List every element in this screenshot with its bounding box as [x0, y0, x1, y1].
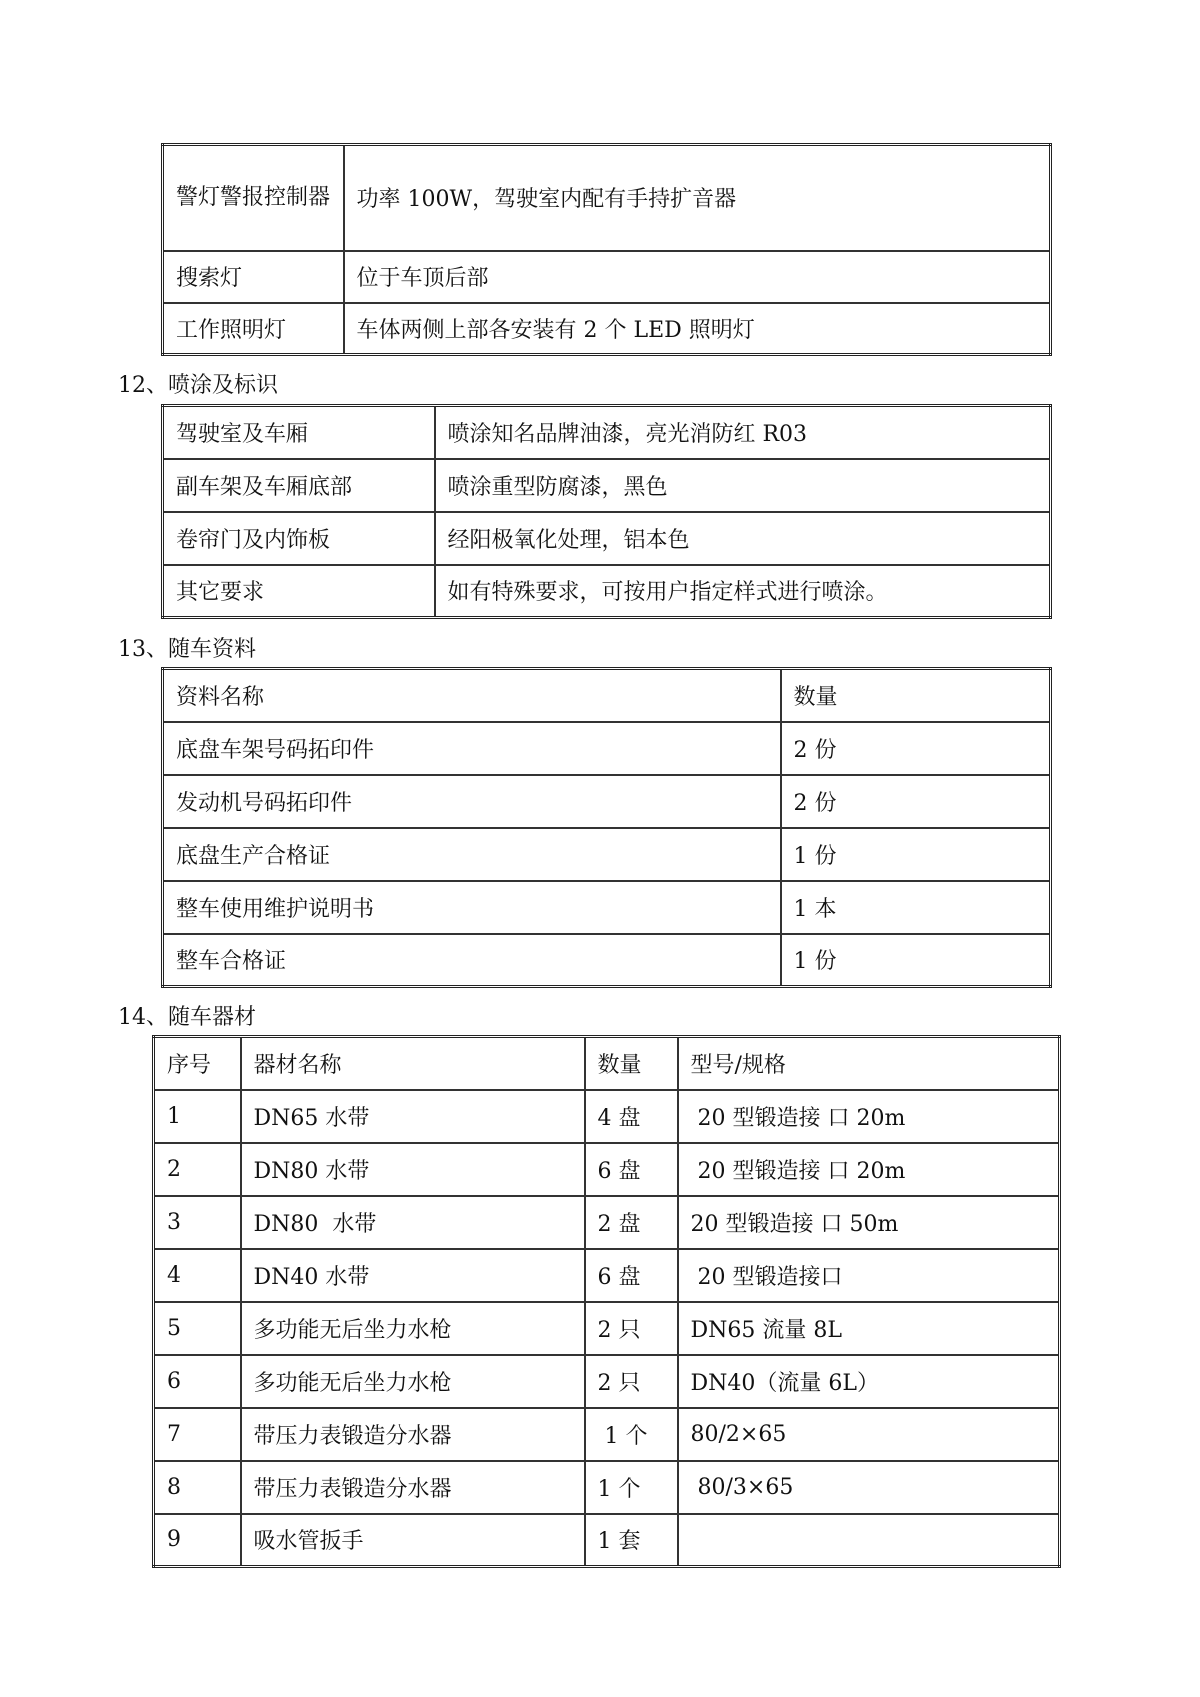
item-desc-cell: 喷涂重型防腐漆，黑色	[435, 459, 1051, 512]
equip-no-cell: 7	[154, 1408, 241, 1461]
table-header-row	[154, 1037, 1060, 1090]
section-heading: 14、随车器材	[118, 1005, 256, 1030]
table-row	[154, 1514, 1060, 1567]
item-desc-cell: 经阳极氧化处理，铝本色	[435, 512, 1051, 565]
table-row	[154, 1302, 1060, 1355]
equipment-table	[152, 1035, 1061, 1568]
equip-name-cell: DN80 水带	[241, 1143, 585, 1196]
documents-table	[161, 667, 1052, 988]
header-cell-qty: 数量	[781, 669, 1051, 722]
equip-qty-cell: 2 只	[585, 1355, 678, 1408]
equip-no-cell: 3	[154, 1196, 241, 1249]
equip-name-cell: 带压力表锻造分水器	[241, 1461, 585, 1514]
table-row	[154, 1090, 1060, 1143]
table-row	[163, 512, 1051, 565]
header-cell-name: 资料名称	[163, 669, 781, 722]
equip-qty-cell: 4 盘	[585, 1090, 678, 1143]
equip-qty-cell: 1 个	[585, 1461, 678, 1514]
equip-spec-cell: 20 型锻造接口	[678, 1249, 1060, 1302]
table-row	[163, 565, 1051, 618]
item-name-cell: 驾驶室及车厢	[163, 406, 435, 459]
table-row	[154, 1408, 1060, 1461]
equip-no-cell: 9	[154, 1514, 241, 1567]
equip-no-cell: 4	[154, 1249, 241, 1302]
table-row	[163, 881, 1051, 934]
header-cell-spec: 型号/规格	[678, 1037, 1060, 1090]
table-header-row	[163, 669, 1051, 722]
equip-spec-cell: 80/2×65	[678, 1408, 1060, 1461]
doc-qty-cell: 1 本	[781, 881, 1051, 934]
equip-qty-cell: 6 盘	[585, 1143, 678, 1196]
table-row	[163, 459, 1051, 512]
table-row	[163, 145, 1051, 251]
lighting-table	[161, 143, 1052, 356]
table-row	[163, 251, 1051, 303]
item-desc-cell: 车体两侧上部各安装有 2 个 LED 照明灯	[344, 303, 1051, 355]
table-row	[154, 1461, 1060, 1514]
equip-spec-cell: 20 型锻造接 口 20m	[678, 1143, 1060, 1196]
doc-qty-cell: 1 份	[781, 934, 1051, 987]
item-name-cell: 副车架及车厢底部	[163, 459, 435, 512]
header-cell-qty: 数量	[585, 1037, 678, 1090]
equip-no-cell: 5	[154, 1302, 241, 1355]
table-row	[154, 1196, 1060, 1249]
table-row	[163, 722, 1051, 775]
equip-no-cell: 8	[154, 1461, 241, 1514]
equip-name-cell: DN80 水带	[241, 1196, 585, 1249]
item-name-cell: 搜索灯	[163, 251, 344, 303]
item-desc-cell: 功率 100W，驾驶室内配有手持扩音器	[344, 145, 1051, 251]
item-name-cell: 警灯警报控制器	[163, 145, 344, 251]
section-heading: 13、随车资料	[118, 637, 256, 662]
table-row	[163, 934, 1051, 987]
item-desc-cell: 如有特殊要求，可按用户指定样式进行喷涂。	[435, 565, 1051, 618]
equip-spec-cell: DN65 流量 8L	[678, 1302, 1060, 1355]
equip-spec-cell: DN40（流量 6L）	[678, 1355, 1060, 1408]
table-row	[154, 1355, 1060, 1408]
equip-name-cell: 吸水管扳手	[241, 1514, 585, 1567]
doc-name-cell: 发动机号码拓印件	[163, 775, 781, 828]
painting-table	[161, 404, 1052, 619]
equip-name-cell: 多功能无后坐力水枪	[241, 1302, 585, 1355]
equip-name-cell: 多功能无后坐力水枪	[241, 1355, 585, 1408]
equip-qty-cell: 2 只	[585, 1302, 678, 1355]
item-desc-cell: 喷涂知名品牌油漆，亮光消防红 R03	[435, 406, 1051, 459]
equip-qty-cell: 1 个	[585, 1408, 678, 1461]
item-desc-cell: 位于车顶后部	[344, 251, 1051, 303]
equip-qty-cell: 6 盘	[585, 1249, 678, 1302]
doc-name-cell: 底盘生产合格证	[163, 828, 781, 881]
item-name-cell: 其它要求	[163, 565, 435, 618]
table-row	[163, 406, 1051, 459]
equip-spec-cell	[678, 1514, 1060, 1567]
equip-qty-cell: 2 盘	[585, 1196, 678, 1249]
doc-name-cell: 整车使用维护说明书	[163, 881, 781, 934]
equip-spec-cell: 80/3×65	[678, 1461, 1060, 1514]
equip-no-cell: 1	[154, 1090, 241, 1143]
header-cell-no: 序号	[154, 1037, 241, 1090]
section-heading: 12、喷涂及标识	[118, 373, 278, 398]
equip-spec-cell: 20 型锻造接 口 20m	[678, 1090, 1060, 1143]
table-row	[154, 1143, 1060, 1196]
equip-name-cell: DN40 水带	[241, 1249, 585, 1302]
item-name-cell: 工作照明灯	[163, 303, 344, 355]
header-cell-name: 器材名称	[241, 1037, 585, 1090]
equip-no-cell: 6	[154, 1355, 241, 1408]
equip-no-cell: 2	[154, 1143, 241, 1196]
equip-name-cell: 带压力表锻造分水器	[241, 1408, 585, 1461]
table-row	[163, 775, 1051, 828]
table-row	[163, 828, 1051, 881]
doc-name-cell: 底盘车架号码拓印件	[163, 722, 781, 775]
doc-qty-cell: 1 份	[781, 828, 1051, 881]
equip-spec-cell: 20 型锻造接 口 50m	[678, 1196, 1060, 1249]
doc-qty-cell: 2 份	[781, 722, 1051, 775]
doc-qty-cell: 2 份	[781, 775, 1051, 828]
equip-name-cell: DN65 水带	[241, 1090, 585, 1143]
equip-qty-cell: 1 套	[585, 1514, 678, 1567]
doc-name-cell: 整车合格证	[163, 934, 781, 987]
table-row	[163, 303, 1051, 355]
item-name-cell: 卷帘门及内饰板	[163, 512, 435, 565]
table-row	[154, 1249, 1060, 1302]
